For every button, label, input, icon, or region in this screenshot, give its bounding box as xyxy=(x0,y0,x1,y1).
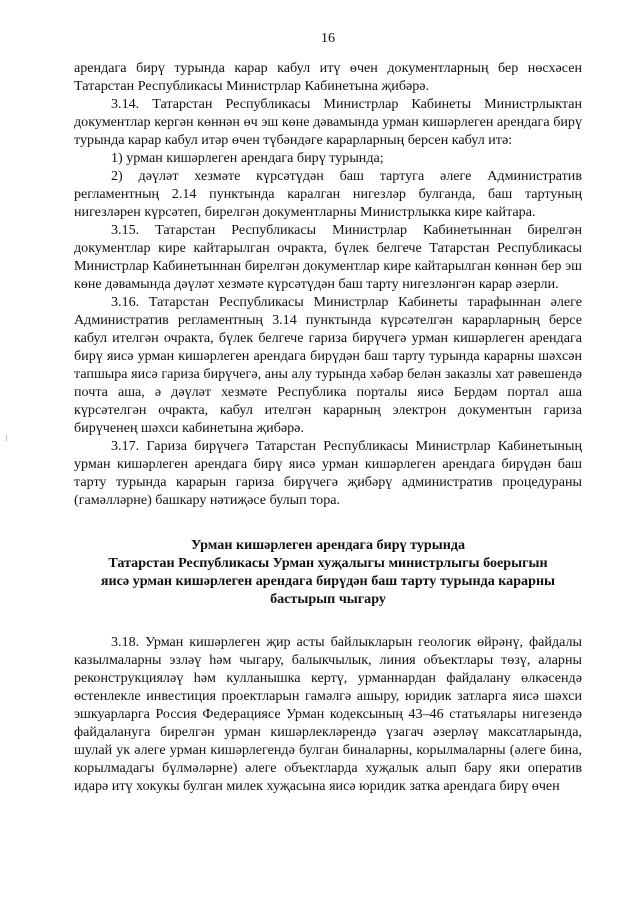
bottom-paragraphs xyxy=(74,633,582,795)
paragraph-list-item-1: 1) урман кишәрлеген арендага бирү турында; xyxy=(111,150,384,166)
section-heading-line: Урман кишәрлеген арендага бирү турында xyxy=(190,537,466,553)
top-paragraphs xyxy=(74,59,582,509)
paragraph-3-18: 3.18. Урман кишәрлеген җир асты байлыкларын геологик өйрәнү, файдалы казылмаларны эзләү һәм чыгару, балыкчылык, линия объектлары төзү, аларны реконструкцияләү һәм кулланышка кертү, урманнардан файдалану өлкәсендә өстенлекле инвестиция проектларын гамәлгә ашыру, юридик затларга яисә шәхси эшкуарларга Россия Федерациясе Урман кодексының 43–46 статьялары нигезендә файдалануга бирелгән урман кишәрлекләрендә үзагач әзерләү максатларында, шулай ук әлеге урман кишәрлегендә булган биналарны, корылмаларны (әлеге бина, корылмадагы бүлмәләрне) әлеге объектларда хуҗалык алып бару яки оператив идарә итү хокукы булган милек хуҗасына яисә юридик затка арендага бирү өчен xyxy=(74,634,582,794)
section-heading-line: бастырып чыгару xyxy=(270,591,386,607)
margin-mark xyxy=(6,435,7,441)
paragraph-list-item-2: 2) дәүләт хезмәте күрсәтүдән баш тартуга әлеге Административ регламентның 2.14 пунктында каралган нигезләр булганда, баш тартуның нигезләрен күрсәтеп, бирелгән документларны Министрлыкка кире кайтара. xyxy=(74,168,582,220)
section-heading-line: Татарстан Республикасы Урман хуҗалыгы министрлыгы боерыгын xyxy=(108,555,548,571)
paragraph-3-14: 3.14. Татарстан Республикасы Министрлар Кабинеты Министрлыктан документлар кергән көннән өч эш көне дәвамында урман кишәрлеген арендага бирү турында карар кабул итәр өчен түбәндәге карарларның берсен кабул итә: xyxy=(74,96,582,148)
page-number: 16 xyxy=(321,31,335,46)
section-heading xyxy=(74,536,582,608)
document-page xyxy=(74,30,582,795)
section-heading-line: яисә урман кишәрлеген арендага бирүдән баш тарту турында карарны xyxy=(100,573,556,589)
paragraph-continuation: арендага бирү турында карар кабул итү өчен документларның бер нөсхәсен Татарстан Республикасы Министрлар Кабинетына җибәрә. xyxy=(74,60,582,94)
paragraph-3-15: 3.15. Татарстан Республикасы Министрлар Кабинетыннан бирелгән документлар кире кайтарылган очракта, бүлек белгече Татарстан Республикасы Министрлар Кабинетыннан бирелгән документлар кире кайтарылган көннән бер эш көне дәвамында дәүләт хезмәте күрсәтүдән баш тарту нигезләнгән карар әзерли. xyxy=(74,222,582,292)
paragraph-3-17: 3.17. Гариза бирүчегә Татарстан Республикасы Министрлар Кабинетының урман кишәрлеген арендага бирү яисә урман кишәрлеген арендага бирүдән баш тарту турында карарын гариза бирүчегә җибәрү административ процедураны (гамәлләрне) башкару нәтиҗәсе булып тора. xyxy=(74,438,582,508)
paragraph-3-16: 3.16. Татарстан Республикасы Министрлар Кабинеты тарафыннан әлеге Административ регламентның 3.14 пунктында күрсәтелгән карарларның берсе кабул ителгән очракта, бүлек белгече гариза бирүчегә урман кишәрлеген арендага бирү яисә урман кишәрлеген арендага бирүдән баш тарту турында карарны шәхсән тапшыра яисә гариза бирүчегә, аны алу турында хәбәр белән заказлы хат рәвешендә почта аша, ә дәүләт хезмәте Республика порталы яисә Бердәм портал аша күрсәтелгән очракта, кабул ителгән карарның электрон документын гариза бирүченең шәхси кабинетына җибәрә. xyxy=(74,294,582,436)
